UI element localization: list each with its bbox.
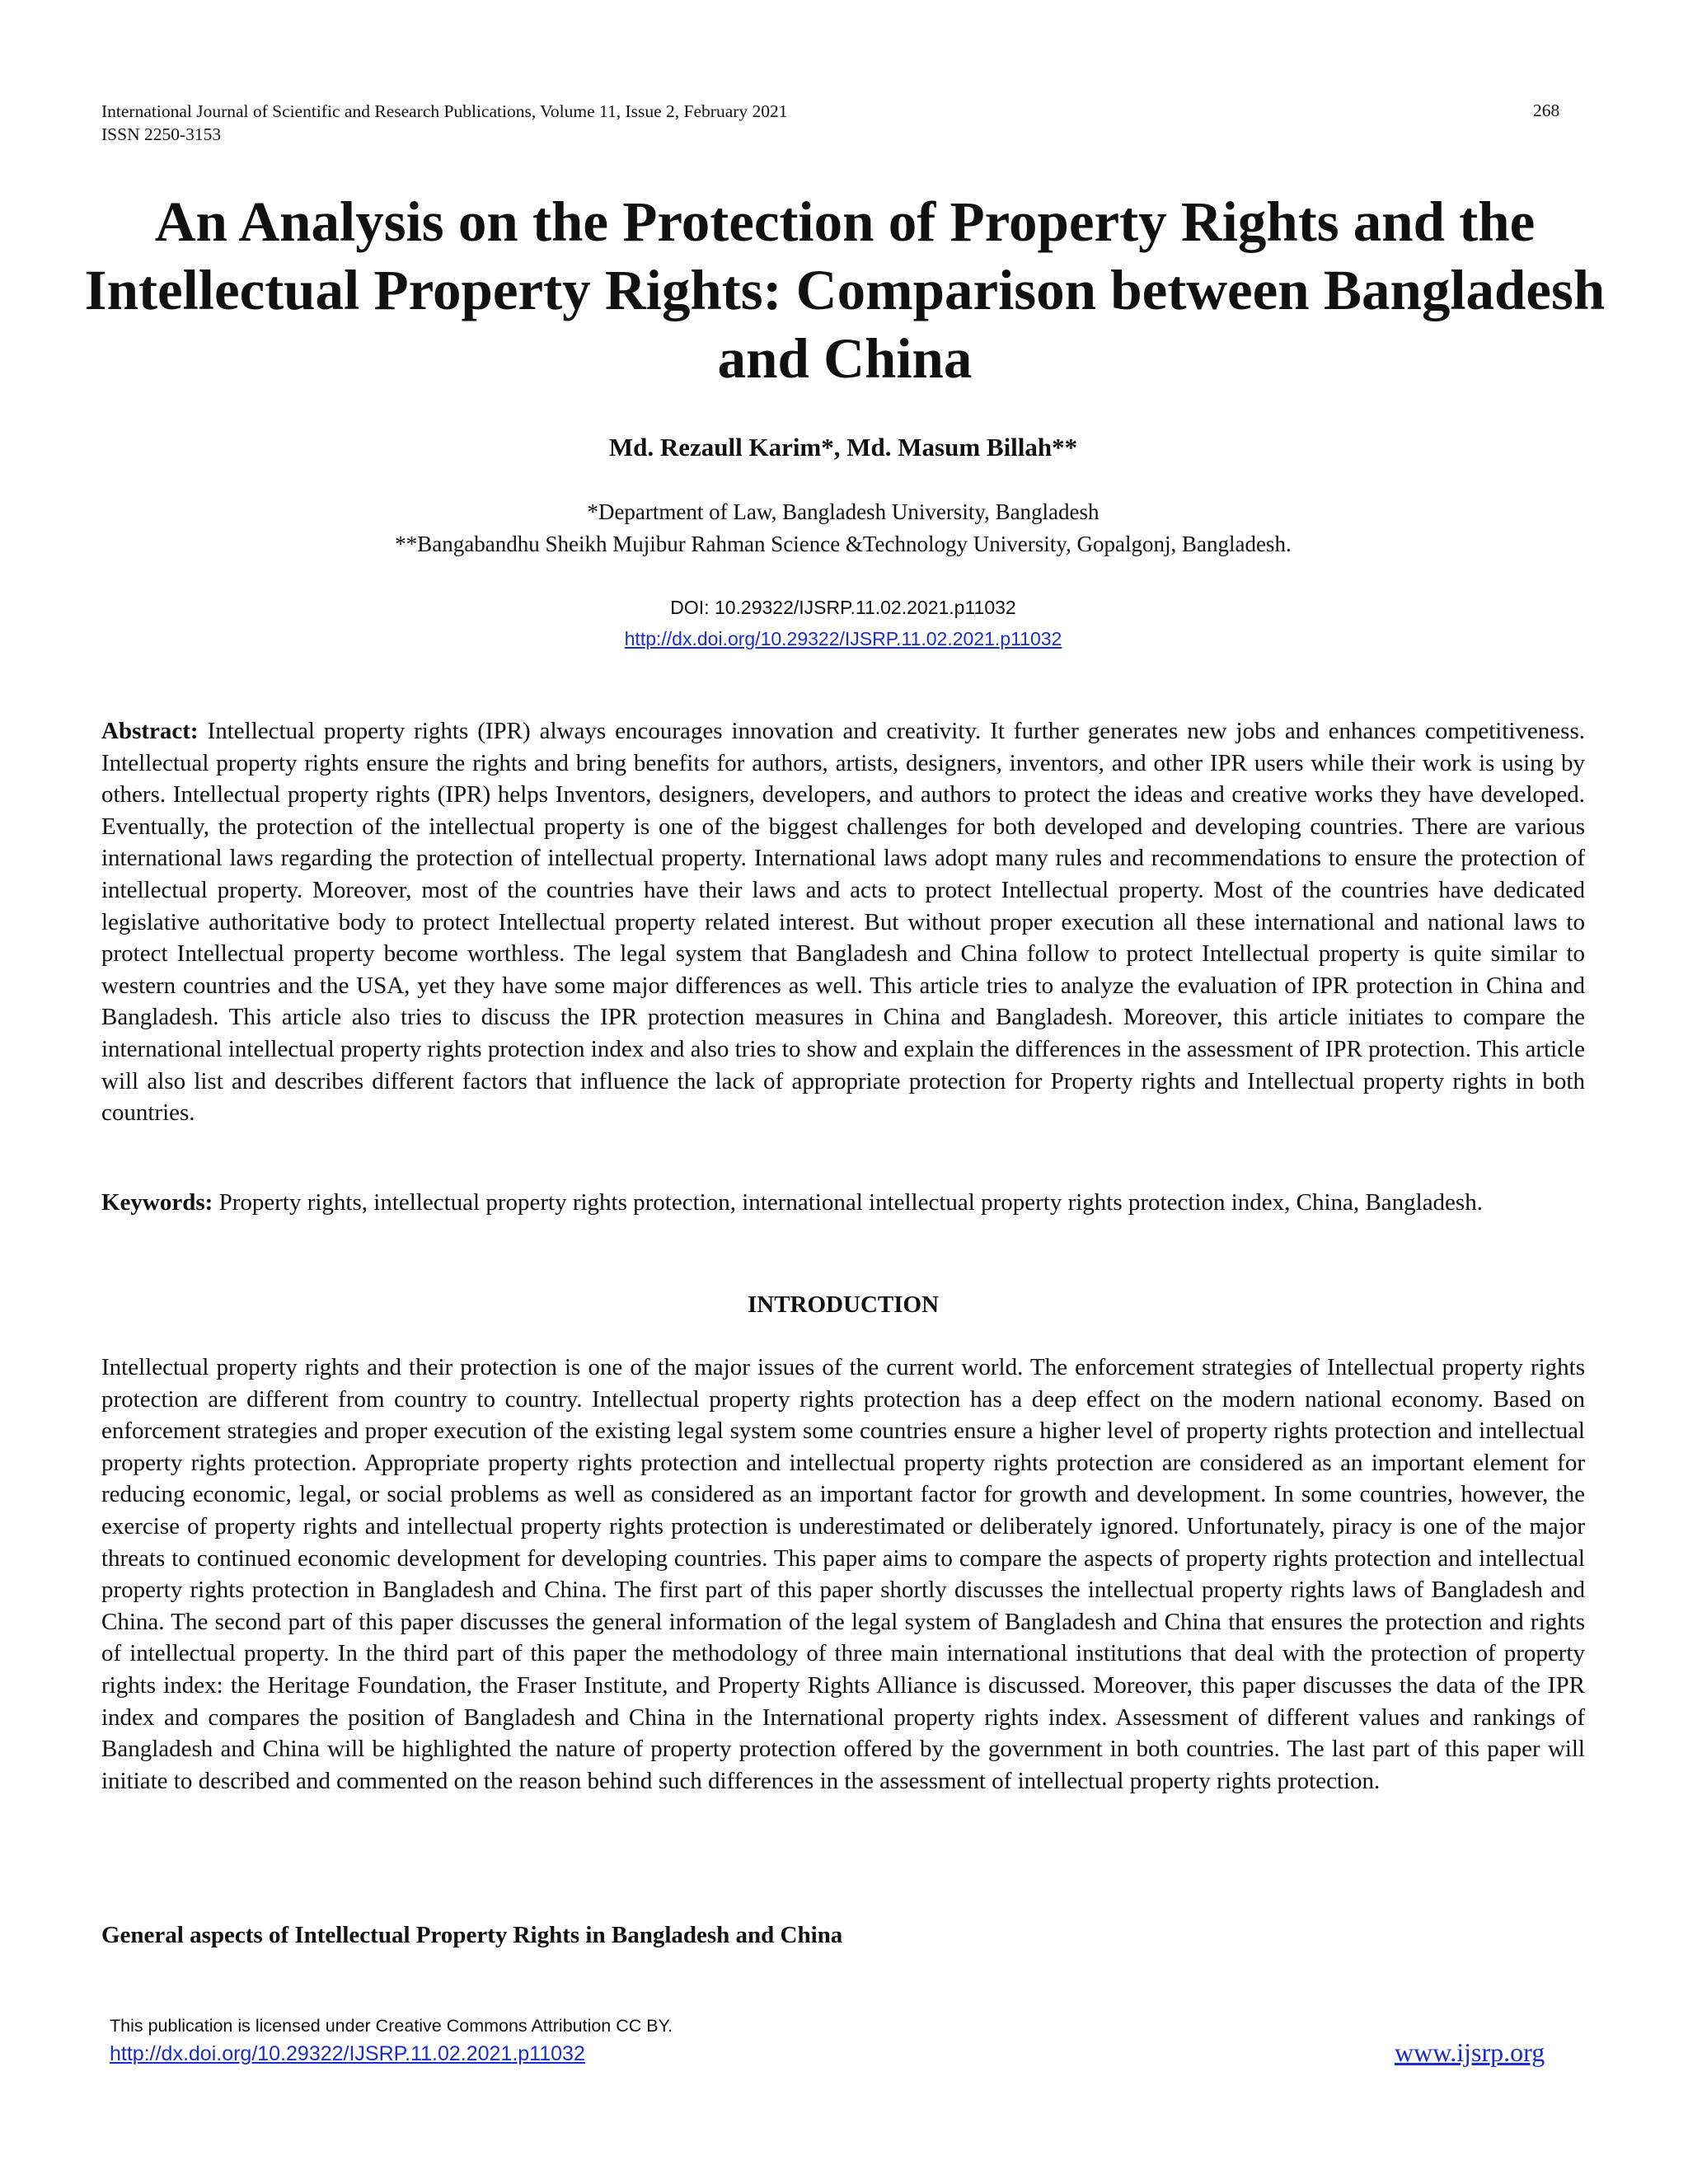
footer-doi-link[interactable]: http://dx.doi.org/10.29322/IJSRP.11.02.2021.p11032: [110, 2042, 585, 2065]
page-number: 268: [1533, 101, 1560, 120]
doi-link[interactable]: http://dx.doi.org/10.29322/IJSRP.11.02.2021.p11032: [624, 628, 1062, 649]
keywords-label: Keywords:: [101, 1189, 213, 1216]
keywords-text: Property rights, intellectual property rights protection, international intellectual property rights protection index, China, Bangladesh.: [218, 1189, 1483, 1216]
license-text: This publication is licensed under Creative Commons Attribution CC BY.: [110, 2016, 673, 2036]
keywords: [101, 1187, 1585, 1219]
abstract: [101, 715, 1585, 1129]
footer-doi-container: [110, 2041, 585, 2067]
issn-header: ISSN 2250-3153: [101, 124, 222, 144]
affiliation-2: **Bangabandhu Sheikh Mujibur Rahman Science &Technology University, Gopalgonj, Bangladesh.: [395, 532, 1292, 556]
introduction-heading: INTRODUCTION: [747, 1291, 940, 1318]
abstract-text: Intellectual property rights (IPR) always encourages innovation and creativity. It further generates new jobs and enhances competitiveness. Intellectual property rights ensure the rights and bring benefits for authors, artists, designers, inventors, and other IPR users while their work is using by others. Intellectual property rights (IPR) helps Inventors, designers, developers, and authors to protect the ideas and creative works they have developed. Eventually, the protection of the intellectual property is one of the biggest challenges for both developed and developing countries. There are various international laws regarding the protection of intellectual property. International laws adopt many rules and recommendations to ensure the protection of intellectual property. Moreover, most of the countries have their laws and acts to protect Intellectual property. Most of the countries have dedicated legislative authoritative body to protect Intellectual property related interest. But without proper execution all these international and national laws to protect Intellectual property become worthless. The legal system that Bangladesh and China follow to protect Intellectual property is quite similar to western countries and the USA, yet they have some major differences as well. This article tries to analyze the evaluation of IPR protection in China and Bangladesh. This article also tries to discuss the IPR protection measures in China and Bangladesh. Moreover, this article initiates to compare the international intellectual property rights protection index and also tries to show and explain the differences in the assessment of IPR protection. This article will also list and describes different factors that influence the lack of appropriate protection for Property rights and Intellectual property rights in both countries.: [101, 718, 1585, 1127]
site-link-container: [1395, 2037, 1545, 2067]
abstract-label: Abstract:: [101, 718, 199, 744]
introduction-text: Intellectual property rights and their protection is one of the major issues of the current world. The enforcement strategies of Intellectual property rights protection are different from country to country. Intellectual property rights protection has a deep effect on the modern national economy. Based on enforcement strategies and proper execution of the existing legal system some countries ensure a higher level of property rights protection and intellectual property rights protection. Appropriate property rights protection and intellectual property rights protection are considered as an important element for reducing economic, legal, or social problems as well as considered as an important factor for growth and development. In some countries, however, the exercise of property rights and intellectual property rights protection is underestimated or deliberately ignored. Unfortunately, piracy is one of the major threats to continued economic development for developing countries. This paper aims to compare the aspects of property rights protection and intellectual property rights protection in Bangladesh and China. The first part of this paper shortly discusses the intellectual property rights laws of Bangladesh and China. The second part of this paper discusses the general information of the legal system of Bangladesh and China that ensures the protection and rights of intellectual property. In the third part of this paper the methodology of three main international institutions that deal with the protection of property rights index: the Heritage Foundation, the Fraser Institute, and Property Rights Alliance is discussed. Moreover, this paper discusses the data of the IPR index and compares the position of Bangladesh and China in the International property rights index. Assessment of different values and rankings of Bangladesh and China will be highlighted the nature of property protection offered by the government in both countries. The last part of this paper will initiate to described and commented on the reason behind such differences in the assessment of intellectual property rights protection.: [101, 1354, 1585, 1794]
site-link[interactable]: www.ijsrp.org: [1395, 2037, 1545, 2067]
paper-title: An Analysis on the Protection of Property Rights and the Intellectual Property Rights: Comparison between Bangladesh and China: [84, 190, 1606, 390]
doi-link-container: [101, 626, 1585, 651]
doi-text: DOI: 10.29322/IJSRP.11.02.2021.p11032: [670, 597, 1016, 618]
section-heading: General aspects of Intellectual Property Rights in Bangladesh and China: [101, 1922, 843, 1948]
affiliation-1: *Department of Law, Bangladesh University, Bangladesh: [587, 499, 1100, 524]
journal-header: International Journal of Scientific and Research Publications, Volume 11, Issue 2, February 2021: [101, 101, 788, 121]
authors: Md. Rezaull Karim*, Md. Masum Billah**: [608, 433, 1078, 462]
